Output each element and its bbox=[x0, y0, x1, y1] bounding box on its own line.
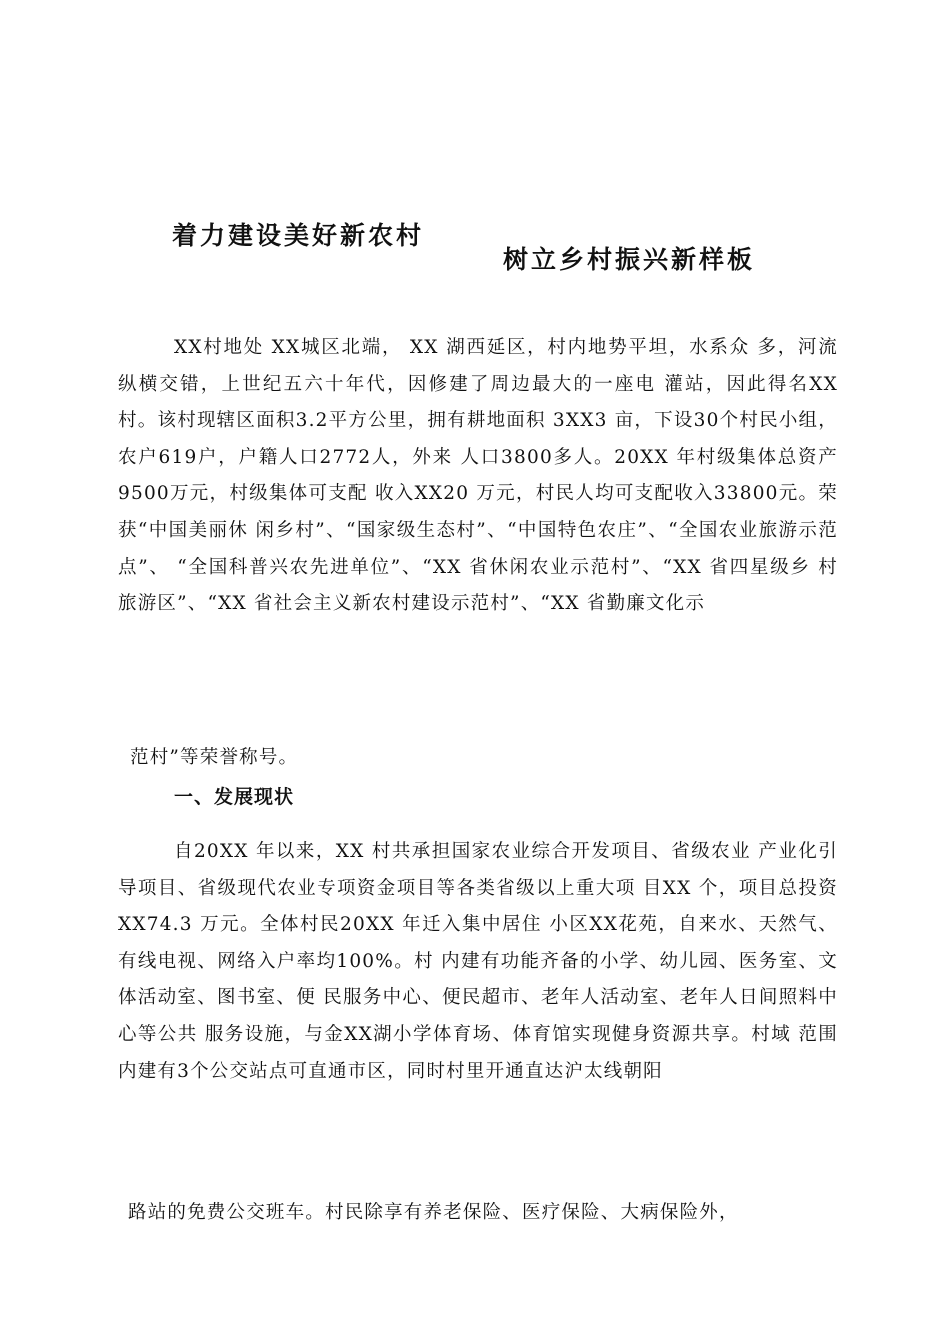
document-title-line-1: 着力建设美好新农村 bbox=[172, 221, 425, 250]
body-paragraph-2: 自20XX 年以来，XX 村共承担国家农业综合开发项目、省级农业 产业化引导项目、省级现代农业专项资金项目等各类省级以上重大项 目XX 个，项目总投资 XX74.3 万元。全体村民20XX 年迁入集中居住 小区XX花苑，自来水、天然气、有线电视、网络入户率均100%。村 内建有功能齐备的小学、幼儿园、医务室、文体活动室、图书室、便 民服务中心、便民超市、老年人活动室、老年人日间照料中心等公共 服务设施，与金XX湖小学体育场、体育馆实现健身资源共享。村域 范围内建有3个公交站点可直通市区，同时村里开通直达沪太线朝阳 bbox=[118, 841, 838, 1082]
section-heading: 一、发展现状 bbox=[174, 786, 295, 808]
body-paragraph-1: XX村地处 XX城区北端， XX 湖西延区，村内地势平坦，水系众 多，河流纵横交错，上世纪五六十年代，因修建了周边最大的一座电 灌站，因此得名XX村。该村现辖区面积3.2平方公里，拥有耕地面积 3XX3 亩，下设30个村民小组，农户619户，户籍人口2772人，外来 人口3800多人。20XX 年村级集体总资产9500万元，村级集体可支配 收入XX20 万元，村民人均可支配收入33800元。荣获“中国美丽休 闲乡村”、“国家级生态村”、“中国特色农庄”、“全国农业旅游示范点”、 “全国科普兴农先进单位”、“XX 省休闲农业示范村”、“XX 省四星级乡 村旅游区”、“XX 省社会主义新农村建设示范村”、“XX 省勤廉文化示 bbox=[118, 337, 838, 615]
document-title-line-2: 树立乡村振兴新样板 bbox=[503, 245, 756, 274]
body-paragraph-1-continued: 范村”等荣誉称号。 bbox=[130, 747, 299, 768]
body-paragraph-2-continued: 路站的免费公交班车。村民除享有养老保险、医疗保险、大病保险外， bbox=[128, 1202, 739, 1223]
